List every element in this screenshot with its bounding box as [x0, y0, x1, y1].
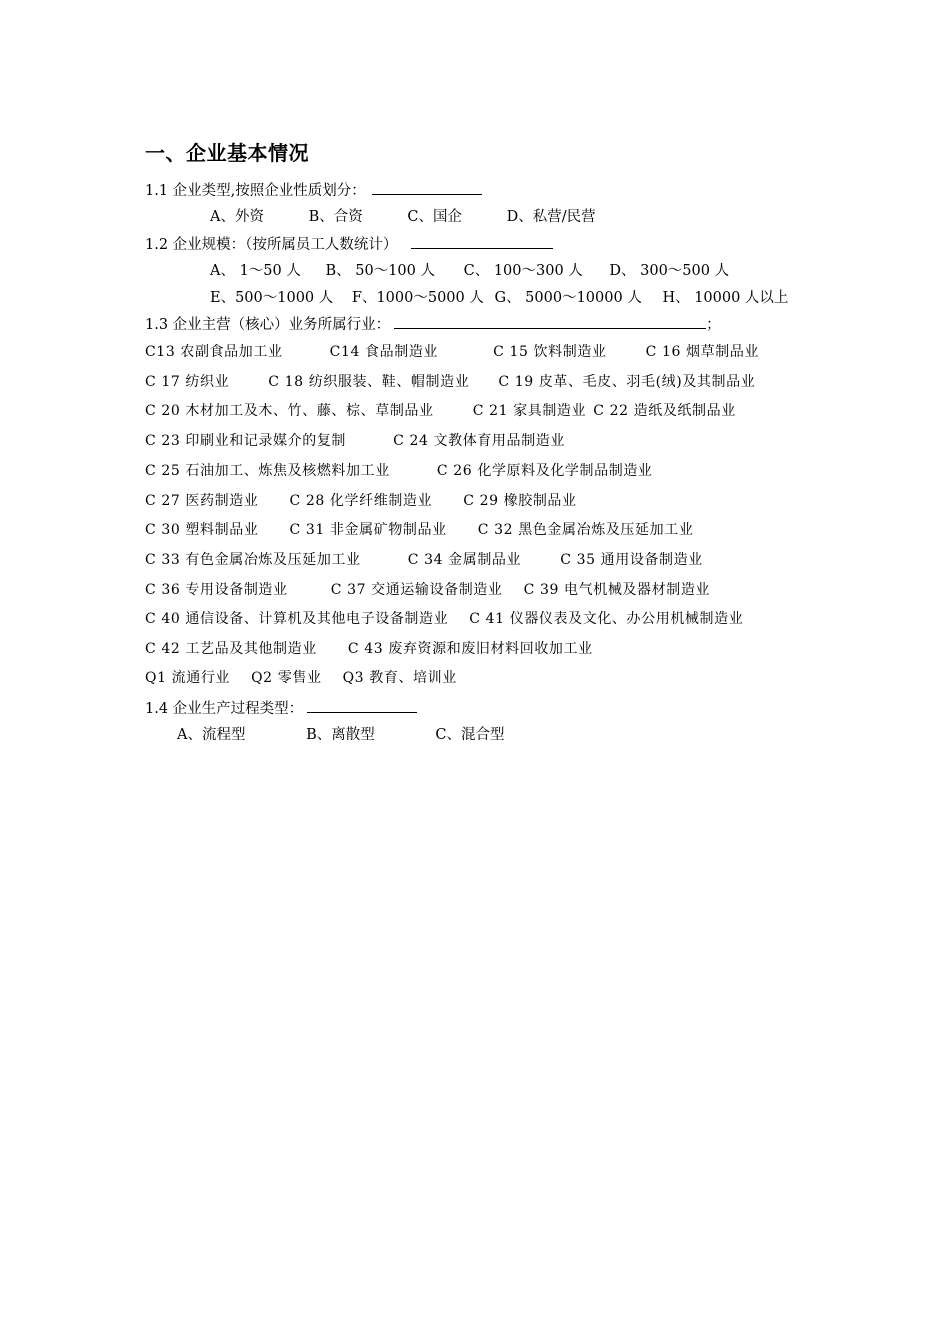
industry-item[interactable]: C 31 非金属矿物制品业	[289, 522, 447, 538]
option-1-4-b[interactable]: B、离散型	[306, 727, 375, 743]
answer-blank-1-4[interactable]	[307, 698, 417, 713]
industry-item[interactable]: C 33 有色金属冶炼及压延加工业	[145, 552, 361, 568]
industry-item[interactable]: C 29 橡胶制品业	[463, 493, 577, 509]
section-title: 一、企业基本情况	[145, 141, 309, 165]
option-1-1-d[interactable]: D、私营/民营	[506, 209, 596, 225]
option-1-2-h[interactable]: H、 10000 人以上	[662, 290, 789, 306]
industry-item[interactable]: Q3 教育、培训业	[342, 670, 457, 686]
industry-row-9	[145, 580, 710, 600]
question-1-1-options	[210, 207, 596, 227]
question-1-4	[145, 698, 417, 719]
option-1-2-e[interactable]: E、500～1000 人	[210, 290, 334, 306]
option-1-1-b[interactable]: B、合资	[308, 209, 363, 225]
industry-row-6	[145, 491, 577, 511]
question-1-4-label: 1.4 企业生产过程类型：	[145, 701, 304, 717]
industry-item[interactable]: C 24 文教体育用品制造业	[393, 433, 565, 449]
industry-row-5	[145, 461, 653, 481]
question-1-2-options-row2	[210, 288, 788, 308]
industry-row-11	[145, 639, 593, 659]
question-1-1	[145, 180, 482, 201]
option-1-2-f[interactable]: F、1000～5000 人	[351, 290, 484, 306]
industry-item[interactable]: C 17 纺织业	[145, 374, 230, 390]
industry-item[interactable]: C 22 造纸及纸制品业	[593, 403, 736, 419]
industry-item[interactable]: Q2 零售业	[251, 670, 322, 686]
industry-item[interactable]: C 25 石油加工、炼焦及核燃料加工业	[145, 463, 390, 479]
industry-item[interactable]: C 23 印刷业和记录媒介的复制	[145, 433, 347, 449]
question-1-2-options-row1	[210, 261, 729, 281]
industry-item[interactable]: C 37 交通运输设备制造业	[330, 582, 503, 598]
option-1-1-c[interactable]: C、国企	[407, 209, 462, 225]
option-1-2-a[interactable]: A、 1～50 人	[210, 263, 301, 279]
option-1-2-c[interactable]: C、 100～300 人	[463, 263, 583, 279]
industry-item[interactable]: C 15 饮料制造业	[493, 344, 607, 360]
option-1-2-g[interactable]: G、 5000～10000 人	[494, 290, 642, 306]
question-1-1-label: 1.1 企业类型,按照企业性质划分：	[145, 183, 366, 199]
question-1-3	[145, 314, 721, 335]
industry-item[interactable]: C 41 仪器仪表及文化、办公用机械制造业	[469, 611, 744, 627]
industry-row-2	[145, 372, 755, 392]
answer-blank-1-3[interactable]	[394, 314, 706, 329]
industry-row-4	[145, 431, 565, 451]
industry-item[interactable]: C 20 木材加工及木、竹、藤、棕、草制品业	[145, 403, 434, 419]
option-1-4-a[interactable]: A、流程型	[177, 727, 246, 743]
industry-item[interactable]: C 34 金属制品业	[407, 552, 522, 568]
question-1-4-options	[177, 725, 504, 745]
industry-item[interactable]: C 30 塑料制品业	[145, 522, 259, 538]
option-1-2-d[interactable]: D、 300～500 人	[609, 263, 730, 279]
industry-item[interactable]: C14 食品制造业	[329, 344, 439, 360]
industry-item[interactable]: C 42 工艺品及其他制造业	[145, 641, 317, 657]
option-1-1-a[interactable]: A、外资	[210, 209, 264, 225]
industry-item[interactable]: C 43 废弃资源和废旧材料回收加工业	[347, 641, 593, 657]
answer-blank-1-1[interactable]	[372, 180, 482, 195]
industry-item[interactable]: C 32 黑色金属冶炼及压延加工业	[477, 522, 694, 538]
industry-row-3	[145, 401, 736, 421]
industry-item[interactable]: C 28 化学纤维制造业	[289, 493, 433, 509]
industry-item[interactable]: C 35 通用设备制造业	[560, 552, 703, 568]
option-1-2-b[interactable]: B、 50～100 人	[325, 263, 435, 279]
industry-item[interactable]: C 36 专用设备制造业	[145, 582, 288, 598]
question-1-2-label: 1.2 企业规模：（按所属员工人数统计）	[145, 237, 398, 253]
industry-item[interactable]: C 19 皮革、毛皮、羽毛(绒)及其制品业	[498, 374, 756, 390]
industry-item[interactable]: C 40 通信设备、计算机及其他电子设备制造业	[145, 611, 449, 627]
question-1-3-label: 1.3 企业主营（核心）业务所属行业：	[145, 317, 391, 333]
answer-blank-1-2[interactable]	[411, 234, 553, 249]
industry-item[interactable]: C 26 化学原料及化学制品制造业	[436, 463, 653, 479]
industry-item[interactable]: Q1 流通行业	[145, 670, 231, 686]
industry-row-7	[145, 520, 693, 540]
industry-item[interactable]: C 18 纺织服装、鞋、帽制造业	[268, 374, 470, 390]
industry-item[interactable]: C 21 家具制造业	[472, 403, 587, 419]
industry-item[interactable]: C 27 医药制造业	[145, 493, 259, 509]
industry-row-1	[145, 342, 759, 362]
option-1-4-c[interactable]: C、混合型	[435, 727, 505, 743]
industry-item[interactable]: C 39 电气机械及器材制造业	[523, 582, 711, 598]
industry-row-8	[145, 550, 703, 570]
question-1-3-suffix: ；	[706, 317, 721, 333]
industry-item[interactable]: C 16 烟草制品业	[645, 344, 760, 360]
industry-item[interactable]: C13 农副食品加工业	[145, 344, 283, 360]
question-1-2	[145, 234, 553, 255]
industry-row-12	[145, 668, 457, 688]
industry-row-10	[145, 609, 743, 629]
